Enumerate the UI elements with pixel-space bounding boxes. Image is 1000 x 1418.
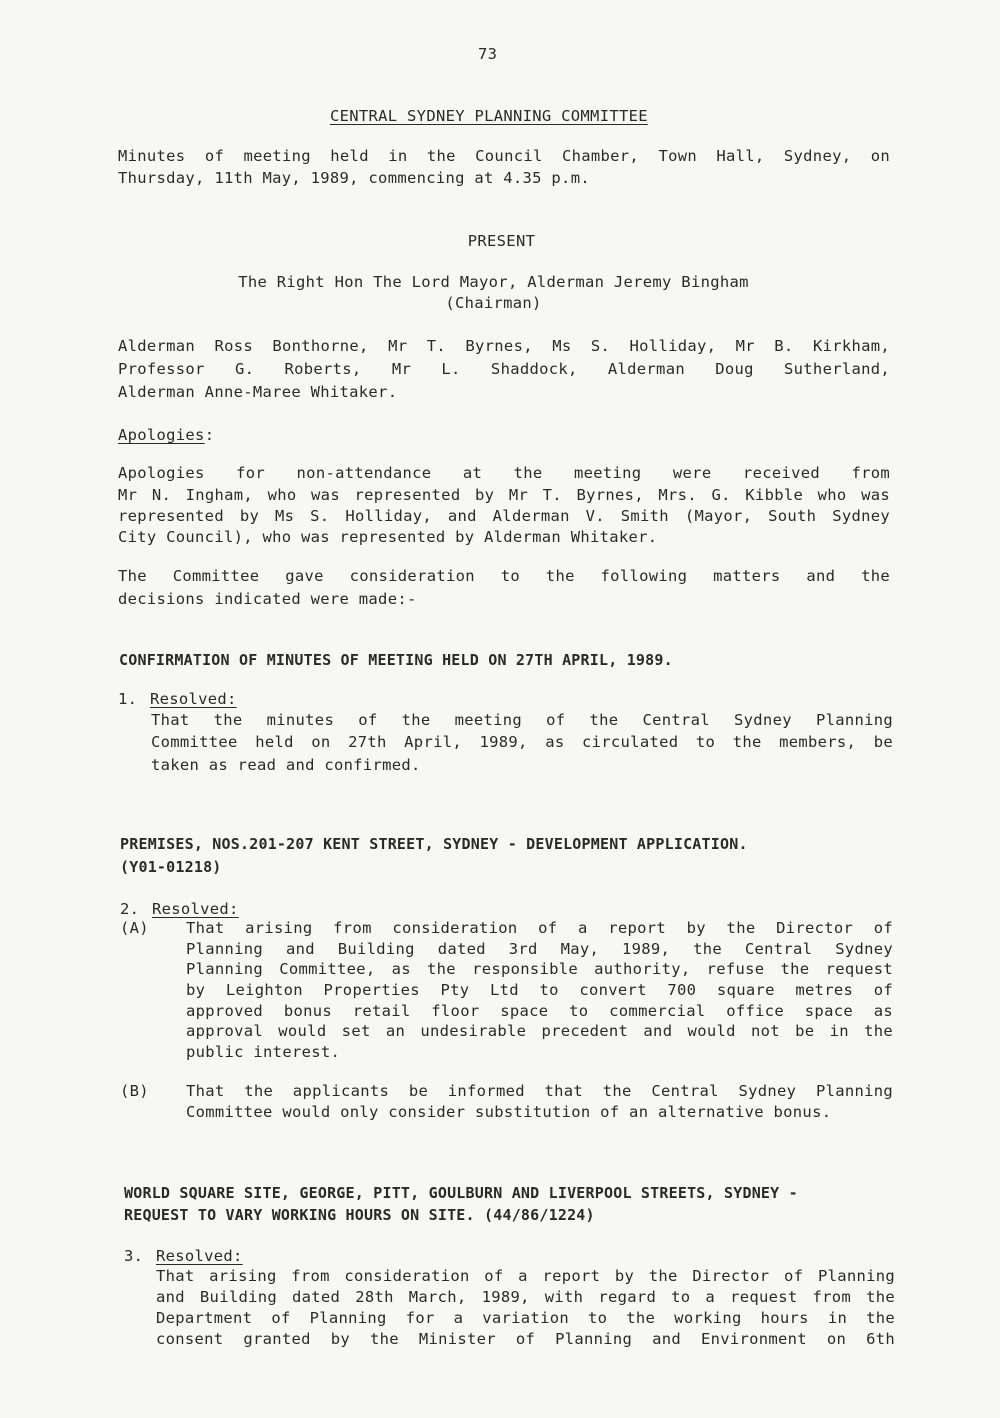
item2-resolved: Resolved: <box>152 900 239 918</box>
item2-a-line: approved bonus retail floor space to commercial office space as <box>186 1002 893 1020</box>
apologies-line: City Council), who was represented by Alderman Whitaker. <box>118 528 658 546</box>
apologies-heading-colon: : <box>204 426 215 444</box>
apologies-line: Mr N. Ingham, who was represented by Mr T. Byrnes, Mrs. G. Kibble who was <box>118 486 890 504</box>
page-number: 73 <box>478 45 498 63</box>
item1-resolved: Resolved: <box>150 690 237 708</box>
intro-line: Thursday, 11th May, 1989, commencing at 4.35 p.m. <box>118 169 590 187</box>
item2-a-line: That arising from consideration of a report by the Director of <box>186 919 893 937</box>
apologies-line: represented by Ms S. Holliday, and Alderman V. Smith (Mayor, South Sydney <box>118 507 890 525</box>
item2-number: 2. <box>120 900 140 918</box>
item1-line: taken as read and confirmed. <box>151 756 421 774</box>
apologies-heading-text: Apologies <box>118 426 205 444</box>
consideration-line: decisions indicated were made:- <box>118 590 417 608</box>
chairman-role: (Chairman) <box>445 294 542 312</box>
consideration-line: The Committee gave consideration to the following matters and the <box>118 567 890 585</box>
present-heading: PRESENT <box>467 232 536 250</box>
members-line: Alderman Ross Bonthorne, Mr T. Byrnes, Ms S. Holliday, Mr B. Kirkham, <box>118 337 890 355</box>
item2-b-label: (B) <box>120 1082 149 1100</box>
intro-line: Minutes of meeting held in the Council Chamber, Town Hall, Sydney, on <box>118 147 890 165</box>
item3-resolved: Resolved: <box>156 1247 243 1265</box>
item1-line: That the minutes of the meeting of the Central Sydney Planning <box>151 711 893 729</box>
chairman-name: The Right Hon The Lord Mayor, Alderman Jeremy Bingham <box>238 273 749 291</box>
item1-number: 1. <box>118 690 138 708</box>
item3-heading-ref: REQUEST TO VARY WORKING HOURS ON SITE. (44/86/1224) <box>124 1206 595 1224</box>
apologies-line: Apologies for non-attendance at the meeting were received from <box>118 464 890 482</box>
item3-number: 3. <box>124 1247 144 1265</box>
item2-a-line: Planning Committee, as the responsible authority, refuse the request <box>186 960 893 978</box>
item2-heading: PREMISES, NOS.201-207 KENT STREET, SYDNEY - DEVELOPMENT APPLICATION. <box>120 835 748 853</box>
item2-a-line: approval would set an undesirable precedent and would not be in the <box>186 1022 893 1040</box>
item2-a-line: by Leighton Properties Pty Ltd to convert 700 square metres of <box>186 981 893 999</box>
item2-b-line: That the applicants be informed that the Central Sydney Planning <box>186 1082 893 1100</box>
item3-heading: WORLD SQUARE SITE, GEORGE, PITT, GOULBURN AND LIVERPOOL STREETS, SYDNEY - <box>124 1184 798 1202</box>
apologies-heading <box>118 425 214 446</box>
item3-line: consent granted by the Minister of Planning and Environment on 6th <box>156 1330 895 1348</box>
members-line: Professor G. Roberts, Mr L. Shaddock, Alderman Doug Sutherland, <box>118 360 890 378</box>
item3-line: That arising from consideration of a report by the Director of Planning <box>156 1267 895 1285</box>
item2-a-label: (A) <box>120 919 149 937</box>
item2-heading-ref: (Y01-01218) <box>120 858 222 876</box>
committee-title: CENTRAL SYDNEY PLANNING COMMITTEE <box>330 107 648 125</box>
item2-a-line: public interest. <box>186 1043 341 1061</box>
item1-heading: CONFIRMATION OF MINUTES OF MEETING HELD ON 27TH APRIL, 1989. <box>119 651 673 669</box>
item1-line: Committee held on 27th April, 1989, as circulated to the members, be <box>151 733 893 751</box>
item3-line: Department of Planning for a variation to the working hours in the <box>156 1309 895 1327</box>
members-line: Alderman Anne-Maree Whitaker. <box>118 383 398 401</box>
item2-a-line: Planning and Building dated 3rd May, 1989, the Central Sydney <box>186 940 893 958</box>
item2-b-line: Committee would only consider substitution of an alternative bonus. <box>186 1103 832 1121</box>
item3-line: and Building dated 28th March, 1989, with regard to a request from the <box>156 1288 895 1306</box>
